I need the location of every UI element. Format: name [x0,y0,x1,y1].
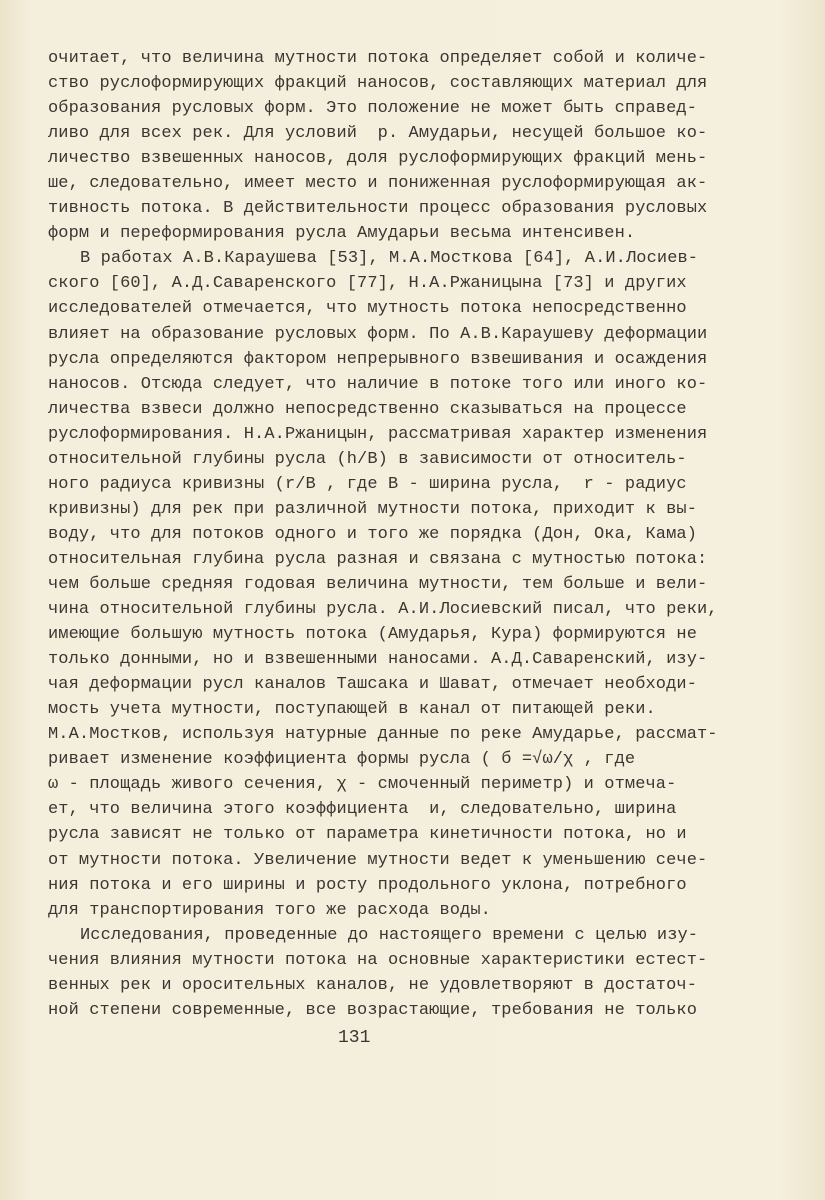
text-line: для транспортирования того же расхода воды. [48,900,491,920]
text-line: чем больше средняя годовая величина мутности, тем больше и вели- [48,574,708,594]
text-line: Исследования, проведенные до настоящего времени с целью изу- [80,925,699,945]
text-line: очитает, что величина мутности потока определяет собой и количе- [48,49,708,68]
text-line: наносов. Отсюда следует, что наличие в потоке того или иного ко- [48,374,708,394]
text-line: исследователей отмечается, что мутность потока непосредственно [48,299,687,319]
text-line: имеющие большую мутность потока (Амударья, Кура) формируются не [48,625,698,645]
text-line: относительная глубина русла разная и связана с мутностью потока: [48,549,708,569]
text-line: мость учета мутности, поступающей в канал от питающей реки. [48,700,656,720]
text-line: от мутности потока. Увеличение мутности ведет к уменьшению сече- [48,850,708,870]
body-text [48,46,788,1023]
text-line: образования русловых форм. Это положение не может быть справед- [48,99,698,119]
text-line: ω - площадь живого сечения, χ - смоченный периметр) и отмеча- [48,775,677,795]
text-line: относительной глубины русла (h/B) в зависимости от относитель- [48,449,687,469]
text-line: личества взвеси должно непосредственно сказываться на процессе [48,399,687,419]
text-line: тивность потока. В действительности процесс образования русловых [48,199,708,219]
text-line: только донными, но и взвешенными наносами. А.Д.Саваренский, изу- [48,650,708,670]
text-line: В работах А.В.Караушева [53], М.А.Мосткова [64], А.И.Лосиев- [80,249,699,269]
text-line: ного радиуса кривизны (r/B , где В - ширина русла, r - радиус [48,474,687,494]
text-line: ше, следовательно, имеет место и пониженная руслоформирующая ак- [48,174,708,194]
page-number: 131 [338,1028,371,1048]
text-line: ет, что величина этого коэффициента и, следовательно, ширина [48,800,677,820]
text-line: чения влияния мутности потока на основные характеристики естест- [48,950,708,970]
text-line: М.А.Мостков, используя натурные данные по реке Амударье, рассмат- [48,725,718,745]
text-line: чина относительной глубины русла. А.И.Лосиевский писал, что реки, [48,600,718,620]
text-line: личество взвешенных наносов, доля руслоформирующих фракций мень- [48,149,708,169]
text-line: ского [60], А.Д.Саваренского [77], Н.А.Ржаницына [73] и других [48,274,687,294]
text-line: воду, что для потоков одного и того же порядка (Дон, Ока, Кама) [48,524,698,544]
text-line: форм и переформирования русла Амударьи весьма интенсивен. [48,224,636,244]
text-line: русла определяются фактором непрерывного взвешивания и осаждения [48,349,708,369]
text-line: ния потока и его ширины и росту продольного уклона, потребного [48,875,687,895]
text-line: ной степени современные, все возрастающие, требования не только [48,1000,698,1020]
text-line: чая деформации русл каналов Ташсака и Шават, отмечает необходи- [48,675,698,695]
text-line: ство руслоформирующих фракций наносов, составляющих материал для [48,74,708,94]
text-line: русла зависят не только от параметра кинетичности потока, но и [48,825,687,845]
text-line: ривает изменение коэффициента формы русла ( б =√ω/χ , где [48,750,636,770]
text-line: руслоформирования. Н.А.Ржаницын, рассматривая характер изменения [48,424,708,444]
text-line: кривизны) для рек при различной мутности потока, приходит к вы- [48,499,698,519]
text-line: влияет на образование русловых форм. По А.В.Караушеву деформации [48,324,708,344]
text-line: ливо для всех рек. Для условий р. Амударьи, несущей большое ко- [48,124,708,144]
text-line: венных рек и оросительных каналов, не удовлетворяют в достаточ- [48,975,698,995]
